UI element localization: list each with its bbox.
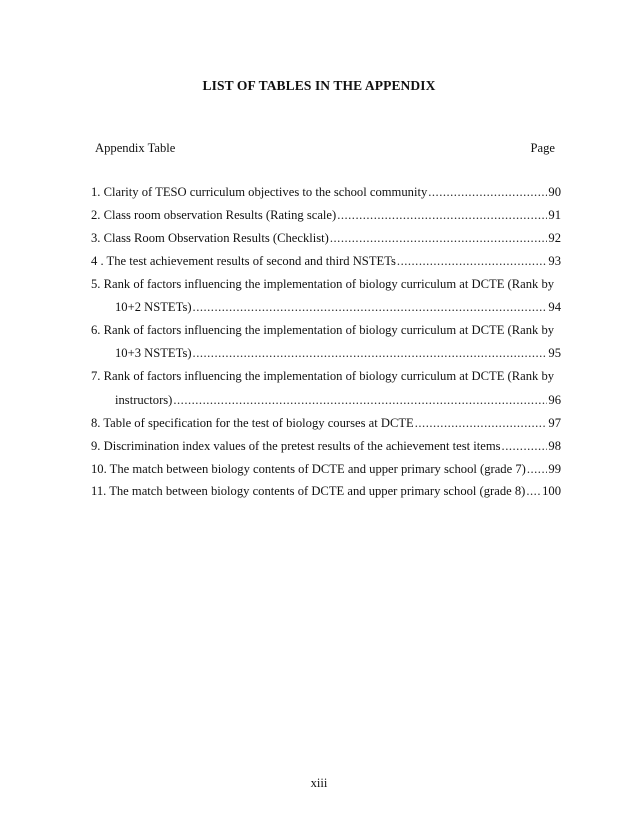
toc-entry-page: 94 [548, 300, 561, 315]
toc-entry-line [91, 483, 561, 500]
toc-entry [91, 438, 561, 455]
toc-entry-page: 99 [548, 461, 561, 476]
toc-entry-text: 7. Rank of factors influencing the implementation of biology curriculum at DCTE (Rank by [91, 369, 555, 384]
dot-leader [415, 415, 548, 432]
toc-entry-text: 4 . The test achievement results of second and third NSTETs [91, 253, 396, 268]
toc-entry-text: 3. Class Room Observation Results (Checklist) [91, 230, 329, 245]
toc-entry [91, 184, 561, 201]
toc-entry-line [91, 392, 561, 409]
toc-entry [91, 207, 561, 224]
dot-leader [502, 438, 548, 455]
toc-entry [91, 230, 561, 247]
toc-entry-line [91, 345, 561, 362]
dot-leader [526, 483, 541, 500]
page-column-header: Page [530, 141, 555, 155]
dot-leader [330, 230, 548, 247]
toc-entry-line [91, 415, 561, 432]
toc-entry-line [91, 461, 561, 478]
toc-entry [91, 322, 561, 363]
toc-entry [91, 253, 561, 270]
dot-leader [173, 392, 547, 409]
toc-entry-page: 91 [548, 207, 561, 222]
toc-entry-page: 92 [548, 230, 561, 245]
toc-entry-text: 5. Rank of factors influencing the implementation of biology curriculum at DCTE (Rank by [91, 276, 555, 291]
toc-entry [91, 415, 561, 432]
page-title: LIST OF TABLES IN THE APPENDIX [202, 78, 436, 93]
toc-entry-line [91, 253, 561, 270]
toc-entry-text: 6. Rank of factors influencing the implementation of biology curriculum at DCTE (Rank by [91, 322, 555, 337]
toc-entry-line [91, 230, 561, 247]
dot-leader [397, 253, 547, 270]
toc-entry [91, 368, 561, 409]
column-header-row [95, 141, 555, 156]
dot-leader [337, 207, 547, 224]
appendix-table-header: Appendix Table [95, 141, 176, 155]
toc-entry [91, 276, 561, 317]
dot-leader [193, 345, 548, 362]
toc-entry-text: 10+3 NSTETs) [115, 346, 192, 361]
toc-entry [91, 483, 561, 500]
toc-entry-text: 10+2 NSTETs) [115, 300, 192, 315]
toc-entry-page: 98 [548, 438, 561, 453]
toc-entry-line [91, 184, 561, 201]
dot-leader [193, 299, 548, 316]
toc-entry-text: 8. Table of specification for the test of biology courses at DCTE [91, 415, 414, 430]
dot-leader [527, 461, 548, 478]
toc-entry-line [91, 207, 561, 224]
toc-entry-text: 2. Class room observation Results (Rating scale) [91, 207, 337, 222]
toc-entry-text: instructors) [115, 392, 173, 407]
page-number: xiii [310, 776, 328, 790]
toc-entry-text: 11. The match between biology contents of DCTE and upper primary school (grade 8) [91, 484, 526, 499]
toc-entry-page: 95 [548, 346, 561, 361]
toc-entry-page: 97 [548, 415, 561, 430]
toc-entry-page: 90 [548, 185, 561, 199]
dot-leader [428, 184, 547, 201]
toc-entry-page: 96 [548, 392, 561, 407]
toc-entry-text: 9. Discrimination index values of the pretest results of the achievement test items [91, 438, 501, 453]
toc-entry-page: 93 [548, 253, 561, 268]
toc-entry-page: 100 [542, 484, 561, 499]
toc-entry-line [91, 438, 561, 455]
table-list [91, 184, 561, 506]
toc-entry-line [91, 299, 561, 316]
toc-entry-text: 1. Clarity of TESO curriculum objectives to the school community [91, 185, 428, 199]
toc-entry-text: 10. The match between biology contents of DCTE and upper primary school (grade 7) [91, 461, 526, 476]
toc-entry [91, 461, 561, 478]
